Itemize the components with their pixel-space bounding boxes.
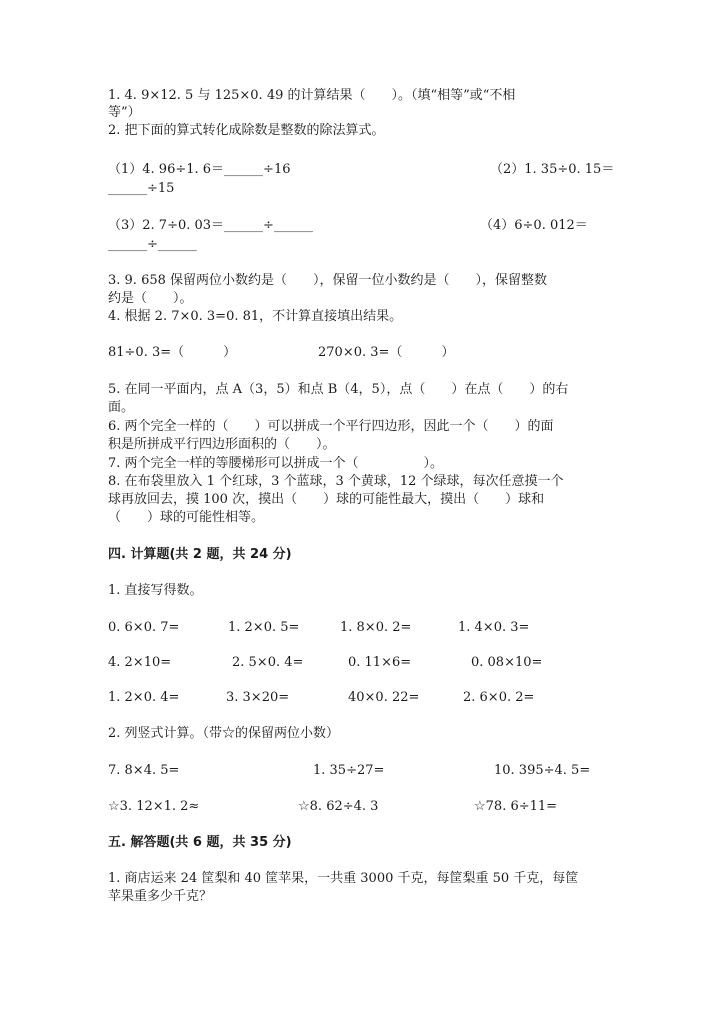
q2-part4-line2: ______÷______ bbox=[108, 237, 197, 252]
q3-line1: 3. 9. 658 保留两位小数约是（ ），保留一位小数约是（ ），保留整数 bbox=[108, 273, 548, 288]
q6-line1: 6. 两个完全一样的（ ）可以拼成一个平行四边形，因此一个（ ）的面 bbox=[108, 419, 554, 434]
calc-item: 0. 11×6= bbox=[348, 655, 412, 670]
calc-item: 1. 2×0. 4= bbox=[108, 690, 180, 705]
q7-text: 7. 两个完全一样的等腰梯形可以拼成一个（ ）。 bbox=[108, 456, 444, 471]
q1-line2: 等”） bbox=[108, 105, 141, 120]
section4-q1-title: 1. 直接写得数。 bbox=[108, 583, 203, 598]
q8-line3: （ ）球的可能性相等。 bbox=[108, 510, 265, 525]
calc-item: 0. 08×10= bbox=[471, 655, 543, 670]
q4-text: 4. 根据 2. 7×0. 3=0. 81，不计算直接填出结果。 bbox=[108, 309, 403, 324]
section5-q1-line2: 苹果重多少千克？ bbox=[108, 889, 213, 904]
q2-part3: （3）2. 7÷0. 03＝______÷______ bbox=[108, 218, 313, 233]
q5-line1: 5. 在同一平面内，点 A（3，5）和点 B（4，5），点（ ）在点（ ）的右 bbox=[108, 382, 569, 397]
calc-item: 40×0. 22= bbox=[348, 690, 420, 705]
calc-item: 3. 3×20= bbox=[226, 690, 290, 705]
q8-line2: 球再放回去，摸 100 次，摸出（ ）球的可能性最大，摸出（ ）球和 bbox=[108, 492, 545, 507]
calc-item: 4. 2×10= bbox=[108, 655, 172, 670]
section5-heading: 五. 解答题(共 6 题，共 35 分) bbox=[108, 835, 292, 850]
q4-item-b: 270×0. 3=（ ） bbox=[318, 345, 455, 360]
vertical-calc-item: ☆3. 12×1. 2≈ bbox=[108, 799, 200, 814]
calc-item: 1. 4×0. 3= bbox=[458, 620, 530, 635]
q5-line2: 面。 bbox=[108, 400, 135, 415]
calc-item: 1. 8×0. 2= bbox=[340, 620, 412, 635]
q4-item-a: 81÷0. 3=（ ） bbox=[108, 345, 237, 360]
vertical-calc-item: ☆78. 6÷11= bbox=[474, 799, 558, 814]
q2-part1: （1）4. 96÷1. 6＝______÷16 bbox=[108, 162, 291, 177]
q8-line1: 8. 在布袋里放入 1 个红球，3 个蓝球，3 个黄球，12 个绿球，每次任意摸一个 bbox=[108, 474, 564, 489]
q6-line2: 积是所拼成平行四边形面积的（ ）。 bbox=[108, 437, 336, 452]
q2-part4-line1: （4）6÷0. 012＝ bbox=[480, 218, 588, 233]
q2-part2-line1: （2）1. 35÷0. 15＝ bbox=[490, 162, 615, 177]
q3-line2: 约是（ ）。 bbox=[108, 291, 193, 306]
calc-item: 1. 2×0. 5= bbox=[228, 620, 300, 635]
q1-line1: 1. 4. 9×12. 5 与 125×0. 49 的计算结果（ ）。（填“相等”或“不相 bbox=[108, 88, 516, 103]
calc-item: 0. 6×0. 7= bbox=[108, 620, 180, 635]
section4-heading: 四. 计算题(共 2 题，共 24 分) bbox=[108, 547, 292, 562]
q2-text: 2. 把下面的算式转化成除数是整数的除法算式。 bbox=[108, 123, 385, 138]
vertical-calc-item: 7. 8×4. 5= bbox=[108, 763, 180, 778]
vertical-calc-item: ☆8. 62÷4. 3 bbox=[298, 799, 379, 814]
calc-item: 2. 5×0. 4= bbox=[232, 655, 304, 670]
calc-item: 2. 6×0. 2= bbox=[463, 690, 535, 705]
q2-part2-line2: ______÷15 bbox=[108, 181, 175, 196]
section5-q1-line1: 1. 商店运来 24 筐梨和 40 筐苹果，一共重 3000 千克，每筐梨重 50 千克，每筐 bbox=[108, 871, 579, 886]
vertical-calc-item: 10. 395÷4. 5= bbox=[494, 763, 591, 778]
section4-q2-title: 2. 列竖式计算。（带☆的保留两位小数） bbox=[108, 726, 340, 741]
vertical-calc-item: 1. 35÷27= bbox=[313, 763, 385, 778]
